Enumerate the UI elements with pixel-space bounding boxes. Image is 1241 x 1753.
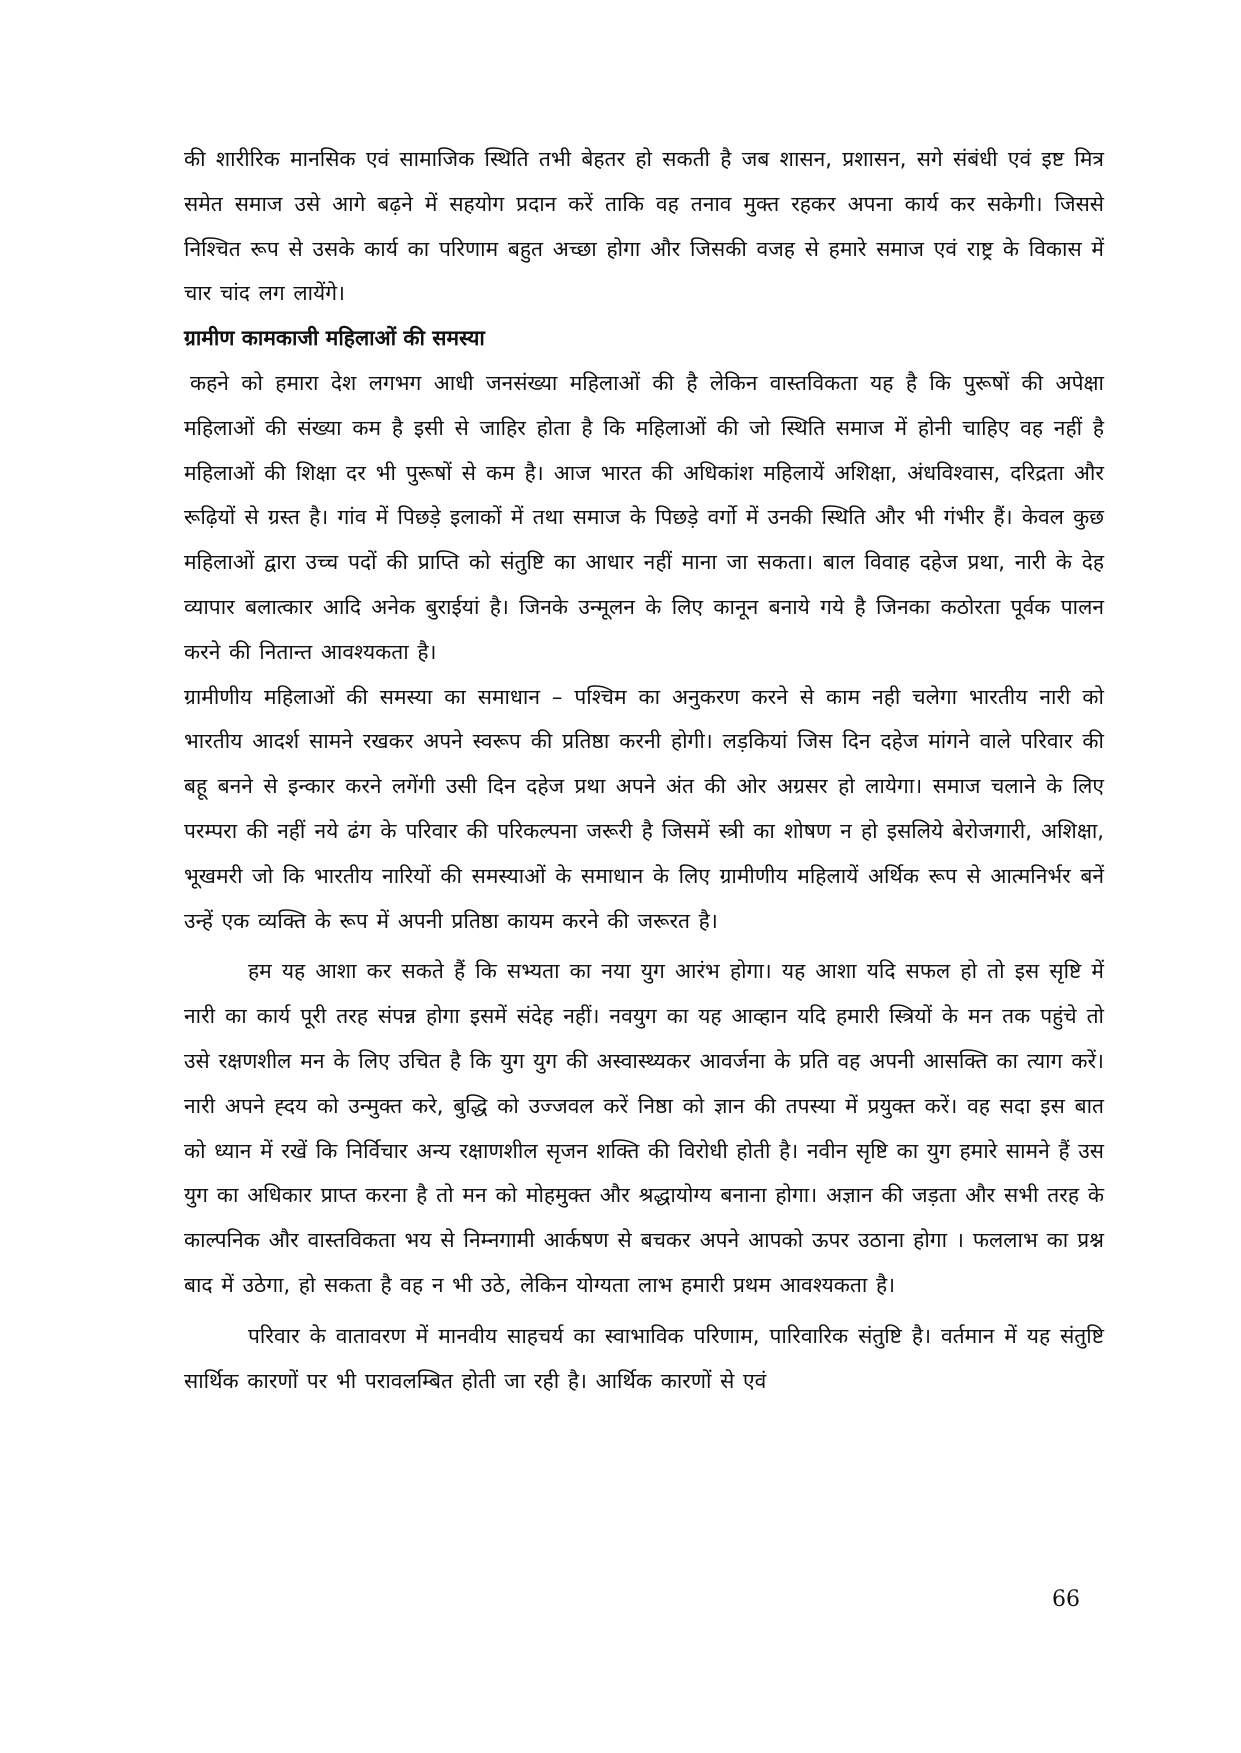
paragraph-rural-women-problem: कहने को हमारा देश लगभग आधी जनसंख्या महिलाओं की है लेकिन वास्तविकता यह है कि पुरूषों की अपेक्षा महिलाओं की संख्या कम है इसी से जाहिर होता है कि महिलाओं की जो स्थिति समाज में होनी चाहिए वह नहीं है महिलाओं की शिक्षा दर भी पुरूषों से कम है। आज भारत की अधिकांश महिलायें अशिक्षा, अंधविश्वास, दरिद्रता और रूढ़ियों से ग्रस्त है। गांव में पिछड़े इलाकों में तथा समाज के पिछड़े वर्गो में उनकी स्थिति और भी गंभीर हैं। केवल कुछ महिलाओं द्वारा उच्च पदों की प्राप्ति को संतुष्टि का आधार नहीं माना जा सकता। बाल विवाह दहेज प्रथा, नारी के देह व्यापार बलात्कार आदि अनेक बुराईयां है। जिनके उन्मूलन के लिए कानून बनाये गये है जिनका कठोरता पूर्वक पालन करने की नितान्त आवश्यकता है। xyxy=(184,370,1104,664)
paragraph-continuation: की शारीरिक मानसिक एवं सामाजिक स्थिति तभी बेहतर हो सकती है जब शासन, प्रशासन, सगे संबंधी एवं इष्ट मित्र समेत समाज उसे आगे बढ़ने में सहयोग प्रदान करें ताकि वह तनाव मुक्त रहकर अपना कार्य कर सकेगी। जिससे निश्चित रूप से उसके कार्य का परिणाम बहुत अच्छा होगा और जिसकी वजह से हमारे समाज एवं राष्ट्र के विकास में चार चांद लग लायेंगे। xyxy=(184,147,1104,306)
paragraph-solution: ग्रामीणीय महिलाओं की समस्या का समाधान – पश्चिम का अनुकरण करने से काम नही चलेगा भारतीय नारी को भारतीय आदर्श सामने रखकर अपने स्वरूप की प्रतिष्ठा करनी होगी। लड़कियां जिस दिन दहेज मांगने वाले परिवार की बहू बनने से इन्कार करने लगेंगी उसी दिन दहेज प्रथा अपने अंत की ओर अग्रसर हो लायेगा। समाज चलाने के लिए परम्परा की नहीं नये ढंग के परिवार की परिकल्पना जरूरी है जिसमें स्त्री का शोषण न हो इसलिये बेरोजगारी, अशिक्षा, भूखमरी जो कि भारतीय नारियों की समस्याओं के समाधान के लिए ग्रामीणीय महिलायें अर्थिक रूप से आत्मनिर्भर बनें उन्हें एक व्यक्ति के रूप में अपनी प्रतिष्ठा कायम करने की जरूरत है। xyxy=(184,684,1104,933)
document-page xyxy=(184,137,1104,1403)
section-heading: ग्रामीण कामकाजी महिलाओं की समस्या xyxy=(184,326,485,351)
paragraph-family-environment: परिवार के वातावरण में मानवीय साहचर्य का स्वाभाविक परिणाम, पारिवारिक संतुष्टि है। वर्तमान में यह संतुष्टि सार्थिक कारणों पर भी परावलम्बित होती जा रही है। आर्थिक कारणों से एवं xyxy=(184,1323,1104,1393)
paragraph-new-era: हम यह आशा कर सकते हैं कि सभ्यता का नया युग आरंभ होगा। यह आशा यदि सफल हो तो इस सृष्टि में नारी का कार्य पूरी तरह संपन्न होगा इसमें संदेह नहीं। नवयुग का यह आव्हान यदि हमारी स्त्रियों के मन तक पहुंचे तो उसे रक्षणशील मन के लिए उचित है कि युग युग की अस्वास्थ्यकर आवर्जना के प्रति वह अपनी आसक्ति का त्याग करें। नारी अपने ह्दय को उन्मुक्त करे, बुद्धि को उज्जवल करें निष्ठा को ज्ञान की तपस्या में प्रयुक्त करें। वह सदा इस बात को ध्यान में रखें कि निर्विचार अन्य रक्षाणशील सृजन शक्ति की विरोधी होती है। नवीन सृष्टि का युग हमारे सामने हैं उस युग का अधिकार प्राप्त करना है तो मन को मोहमुक्त और श्रद्धायोग्य बनाना होगा। अज्ञान की जड़ता और सभी तरह के काल्पनिक और वास्तविकता भय से निम्नगामी आर्कषण से बचकर अपने आपको ऊपर उठाना होगा । फललाभ का प्रश्न बाद में उठेगा, हो सकता है वह न भी उठे, लेकिन योग्यता लाभ हमारी प्रथम आवश्यकता है। xyxy=(184,959,1104,1297)
page-number: 66 xyxy=(1052,1587,1080,1612)
